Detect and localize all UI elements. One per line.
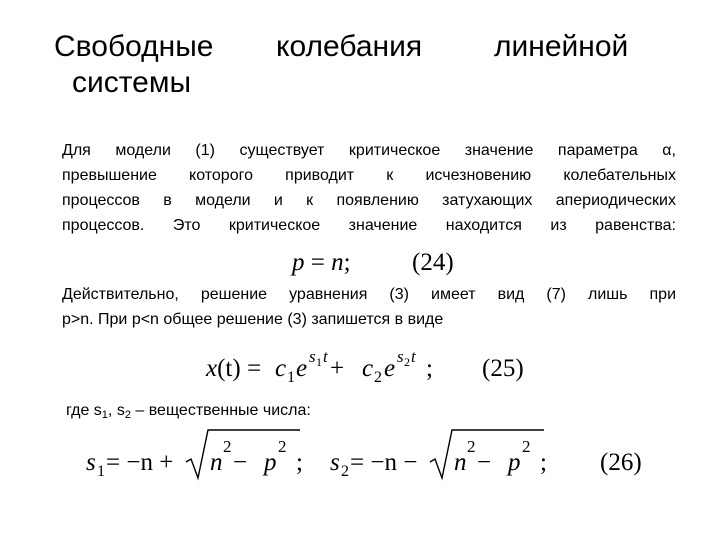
- eq26-sq: 2: [522, 437, 531, 456]
- eq25-equals: =: [240, 355, 262, 382]
- eq25-sup-s: s: [309, 347, 316, 366]
- eq25-sup-s2: s: [397, 347, 404, 366]
- eq26-minus: −: [477, 449, 492, 476]
- eq25-e2: e: [384, 355, 396, 382]
- paragraph-line: процессов в модели и к появлению затухающих апериодических: [62, 192, 676, 209]
- eq26-n: n: [454, 449, 467, 476]
- eq25-sub-2: 2: [374, 369, 382, 386]
- eq25-semicolon: ;: [426, 355, 433, 382]
- eq25-sup-sub-1: 1: [316, 355, 322, 369]
- eq24-equals: =: [304, 249, 332, 276]
- eq26-sub-2: 2: [341, 463, 349, 480]
- equation-25: [205, 347, 524, 386]
- eq25-sup-t: t: [323, 347, 328, 366]
- eq26-s2: s: [330, 449, 340, 476]
- eq26-minus: −: [233, 449, 248, 476]
- eq26-s1: s: [86, 449, 96, 476]
- eq26-n: n: [210, 449, 223, 476]
- eq26-eq-minus: = −n −: [350, 449, 418, 476]
- title-word-svobodnye: Свободные: [54, 30, 214, 63]
- equation-26: [86, 430, 642, 480]
- subscript-1: 1: [101, 409, 108, 421]
- eq26-eq-plus: = −n +: [106, 449, 174, 476]
- eq26-p: p: [264, 449, 277, 476]
- eq25-c2: c: [362, 355, 374, 382]
- eq26-sq: 2: [278, 437, 287, 456]
- eq25-sup-sub-2: 2: [404, 355, 410, 369]
- eq25-c1: c: [275, 355, 287, 382]
- equation-24: [290, 249, 454, 276]
- paragraph-line: Действительно, решение уравнения (3) имеет вид (7) лишь при: [62, 286, 676, 303]
- eq25-x: x: [206, 355, 218, 382]
- title-word-kolebaniya: колебания: [276, 30, 423, 63]
- roots-text-prefix: где s: [66, 402, 102, 419]
- equation-number-26: (26): [600, 449, 642, 476]
- eq25-t-arg: (t): [217, 355, 241, 382]
- paragraph-line: процессов. Это критическое значение находится из равенства:: [62, 217, 676, 234]
- eq26-sub-1: 1: [97, 463, 105, 480]
- subscript-2: 2: [124, 409, 131, 421]
- eq26-p: p: [508, 449, 521, 476]
- eq25-plus: +: [330, 355, 345, 382]
- paragraph-line: Для модели (1) существует критическое значение параметра α,: [62, 142, 676, 159]
- equation-number-24: (24): [412, 249, 454, 276]
- roots-text-mid: , s: [107, 402, 125, 419]
- eq26-semicolon: ;: [540, 449, 547, 476]
- eq24-semicolon: ;: [343, 249, 351, 276]
- eq25-sup-t2: t: [411, 347, 416, 366]
- title-word-sistemy: системы: [72, 66, 192, 99]
- eq25-e1: e: [296, 355, 308, 382]
- roots-text-suffix: – вещественные числа:: [130, 402, 311, 419]
- eq26-sq: 2: [223, 437, 232, 456]
- eq24-p: p: [292, 249, 305, 276]
- eq25-sub-1: 1: [287, 369, 295, 386]
- eq26-semicolon: ;: [296, 449, 303, 476]
- eq24-n: n: [331, 249, 344, 276]
- paragraph-line: превышение которого приводит к исчезновению колебательных: [62, 167, 676, 184]
- eq26-sq: 2: [467, 437, 476, 456]
- svg-text:x(t) =: [205, 355, 261, 382]
- svg-text:p = n;: [290, 249, 351, 276]
- equation-number-25: (25): [482, 355, 524, 382]
- paragraph-line: p>n. При p<n общее решение (3) запишется в виде: [62, 311, 444, 328]
- title-word-lineynoy: линейной: [494, 30, 629, 63]
